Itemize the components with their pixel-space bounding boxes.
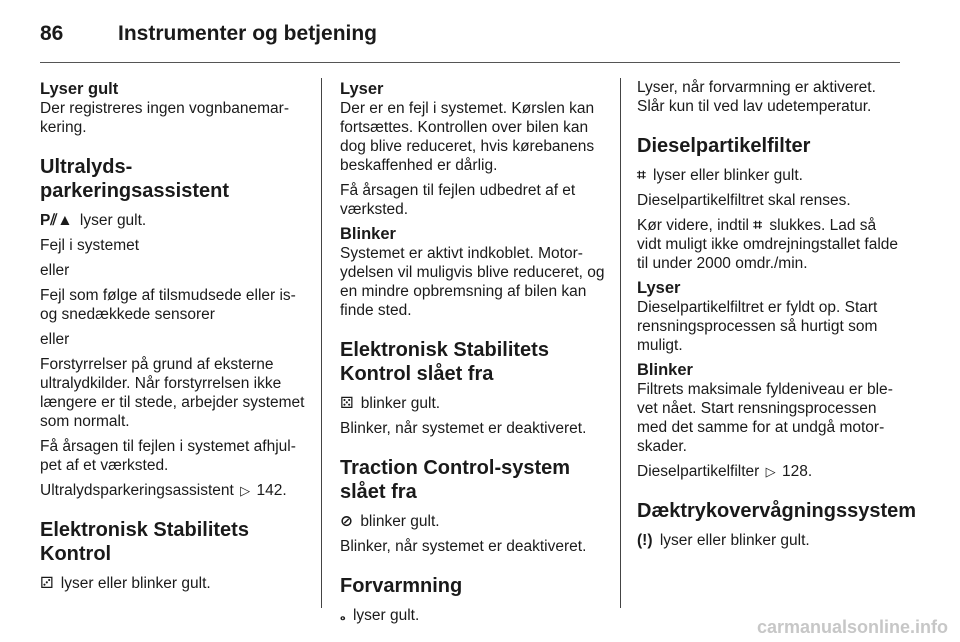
- esc-off-icon: ⚄: [340, 395, 354, 412]
- page-number: 86: [40, 22, 64, 45]
- esc-icon: ⚂: [40, 575, 54, 592]
- paragraph: Dieselpartikelfiltret skal renses.: [637, 192, 851, 209]
- column-1: [40, 78, 310, 599]
- column-2: [340, 78, 610, 631]
- reference-arrow-icon: ▷: [240, 483, 251, 498]
- paragraph: Fejl i systemet: [40, 237, 140, 254]
- paragraph: Få årsagen til fejlen i systemet afhjulpet af et værksted.: [40, 438, 296, 474]
- paragraph: Filtrets maksimale fyldeniveau er blevet nået. Start rensningsprocessen med det samme for at undgå motorskader.: [637, 381, 893, 455]
- indicator-status: lyser eller blinker gult.: [653, 167, 803, 184]
- page-reference[interactable]: 142.: [256, 482, 287, 499]
- paragraph: Forstyrrelser på grund af eksterne ultralydkilder. Når forstyrrelsen ikke længere er til stede, arbejder systemet som normalt.: [40, 356, 305, 430]
- paragraph: Der er en fejl i systemet. Kørslen kan fortsættes. Kontrollen over bilen kan dog blive reduceret, hvis kørebanens beskaffenhed er dårlig.: [340, 100, 595, 174]
- paragraph: Blinker, når systemet er deaktiveret.: [340, 420, 587, 437]
- paragraph: Få årsagen til fejlen udbedret af et værksted.: [340, 182, 576, 218]
- column-3: [637, 78, 917, 556]
- subheading: Blinker: [340, 225, 396, 243]
- indicator-line: [40, 211, 310, 230]
- paragraph: Lyser, når forvarmning er aktiveret. Slår kun til ved lav udetemperatur.: [637, 79, 876, 115]
- paragraph: Blinker, når systemet er deaktiveret.: [340, 538, 587, 555]
- paragraph: [637, 216, 903, 273]
- diesel-particle-filter-icon: ⌗: [637, 167, 646, 184]
- parking-assist-icon: P⫽▲: [40, 212, 73, 229]
- section-heading-ultralyd: Ultralyds-parkeringsassistent: [40, 156, 229, 202]
- indicator-status: lyser gult.: [352, 607, 420, 624]
- indicator-status: lyser gult.: [79, 212, 147, 229]
- indicator-status: blinker gult.: [360, 513, 440, 530]
- subheading: Blinker: [637, 361, 693, 379]
- section-heading-esc-off: Elektronisk Stabilitets Kontrol slået fra: [340, 339, 549, 385]
- indicator-line: [340, 512, 610, 531]
- paragraph: Der registreres ingen vognbanemarkering.: [40, 100, 289, 136]
- subheading: Lyser: [340, 80, 384, 98]
- page-reference[interactable]: 128.: [781, 463, 813, 480]
- watermark: carmanualsonline.info: [756, 617, 948, 637]
- section-heading-tpms: Dæktrykovervågningssystem: [637, 500, 917, 522]
- indicator-line: [40, 574, 310, 593]
- indicator-status: lyser eller blinker gult.: [60, 575, 211, 592]
- tire-pressure-icon: (!): [637, 532, 653, 549]
- reference-text: Dieselpartikelfilter: [637, 463, 760, 480]
- indicator-status: blinker gult.: [360, 395, 441, 412]
- section-heading-esc: Elektronisk Stabilitets Kontrol: [40, 519, 249, 565]
- paragraph: eller: [40, 262, 70, 279]
- indicator-line: [340, 606, 610, 625]
- paragraph: Dieselpartikelfiltret er fyldt op. Start rensningsprocessen så hurtigt som muligt.: [637, 299, 878, 354]
- paragraph: Fejl som følge af tilsmudsede eller is- og snedækkede sensorer: [40, 287, 296, 323]
- indicator-status: lyser eller blinker gult.: [659, 532, 810, 549]
- reference-text: Ultralydsparkeringsassistent: [40, 482, 234, 499]
- indicator-line: [340, 394, 610, 413]
- subheading: Lyser: [637, 279, 681, 297]
- subheading: Lyser gult: [40, 80, 119, 98]
- paragraph: eller: [40, 331, 70, 348]
- paragraph: Systemet er aktivt indkoblet. Motorydelsen vil muligvis blive reduceret, og en mindre opbremsning af bilen kan finde sted.: [340, 245, 605, 319]
- reference-arrow-icon: ▷: [765, 464, 776, 479]
- page-header: [40, 22, 900, 62]
- traction-control-off-icon: ⊘: [340, 513, 353, 530]
- indicator-line: [637, 531, 903, 550]
- glow-plug-icon: ૰: [340, 607, 346, 624]
- text-fragment: Kør videre, indtil: [637, 217, 749, 234]
- section-heading-traction-control: Traction Control-system slået fra: [340, 457, 571, 503]
- column-divider: [321, 78, 322, 608]
- header-rule: [40, 62, 900, 63]
- text-fragment: slukkes. Lad så vidt muligt ikke omdrejningstallet falde til under 2000 omdr./min.: [637, 217, 899, 272]
- section-heading-preheating: Forvarmning: [340, 575, 463, 597]
- indicator-line: [637, 166, 903, 185]
- reference-line: [40, 481, 310, 500]
- reference-line: [637, 462, 903, 481]
- diesel-particle-filter-icon: ⌗: [753, 217, 763, 234]
- page-title: Instrumenter og betjening: [118, 22, 378, 45]
- section-heading-dpf: Dieselpartikelfilter: [637, 135, 811, 157]
- column-divider: [620, 78, 621, 608]
